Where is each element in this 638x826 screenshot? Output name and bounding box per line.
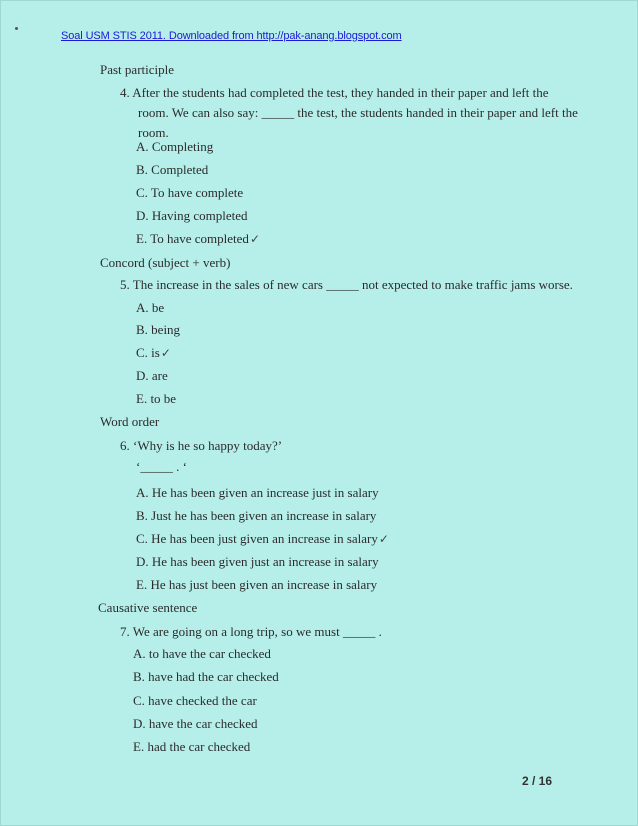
page-number: 2 / 16 — [522, 774, 553, 788]
section-concord: Concord (subject + verb) — [100, 255, 231, 270]
q5-option-b: B. being — [136, 322, 181, 337]
q5-line-1: 5. The increase in the sales of new cars _____ not expected to make traffic jams worse. — [120, 277, 573, 292]
q4-option-e — [136, 231, 260, 247]
q6-line-1: 6. ‘Why is he so happy today?’ — [120, 438, 283, 453]
scan-speck — [15, 27, 18, 30]
q7-option-d: D. have the car checked — [133, 716, 258, 731]
q5-option-a: A. be — [136, 300, 165, 315]
q6-option-c-text: C. He has been just given an increase in salary — [136, 531, 378, 546]
q4-option-c: C. To have complete — [136, 185, 244, 200]
q6-option-c — [136, 531, 389, 547]
q5-option-c — [136, 345, 171, 361]
q4-option-b: B. Completed — [136, 162, 209, 177]
q5-option-c-text: C. is — [136, 345, 160, 360]
q6-option-b: B. Just he has been given an increase in salary — [136, 508, 377, 523]
q7-option-a: A. to have the car checked — [133, 646, 271, 661]
q6-line-2: ‘_____ . ‘ — [136, 459, 187, 474]
q4-option-d: D. Having completed — [136, 208, 248, 223]
q6-option-e: E. He has just been given an increase in salary — [136, 577, 378, 592]
q6-option-a: A. He has been given an increase just in salary — [136, 485, 379, 500]
section-past-participle: Past participle — [100, 62, 175, 77]
source-link[interactable]: Soal USM STIS 2011. Downloaded from http://pak-anang.blogspot.com — [61, 30, 402, 42]
q7-option-b: B. have had the car checked — [133, 669, 279, 684]
q7-option-e: E. had the car checked — [133, 739, 251, 754]
q6-option-d: D. He has been given just an increase in salary — [136, 554, 379, 569]
check-mark-icon: ✓ — [378, 532, 389, 546]
q7-line-1: 7. We are going on a long trip, so we must _____ . — [120, 624, 382, 639]
q4-line-1: 4. After the students had completed the test, they handed in their paper and left the — [120, 85, 549, 100]
q7-option-c: C. have checked the car — [133, 693, 257, 708]
q4-option-e-text: E. To have completed — [136, 231, 249, 246]
q4-line-2: room. We can also say: _____ the test, the students handed in their paper and left the — [138, 105, 578, 120]
q5-option-d: D. are — [136, 368, 168, 383]
check-mark-icon: ✓ — [160, 346, 171, 360]
section-word-order: Word order — [100, 414, 160, 429]
check-mark-icon: ✓ — [249, 232, 260, 246]
section-causative: Causative sentence — [98, 600, 198, 615]
q4-option-a: A. Completing — [136, 139, 214, 154]
q4-line-3: room. — [138, 125, 169, 140]
q5-option-e: E. to be — [136, 391, 177, 406]
